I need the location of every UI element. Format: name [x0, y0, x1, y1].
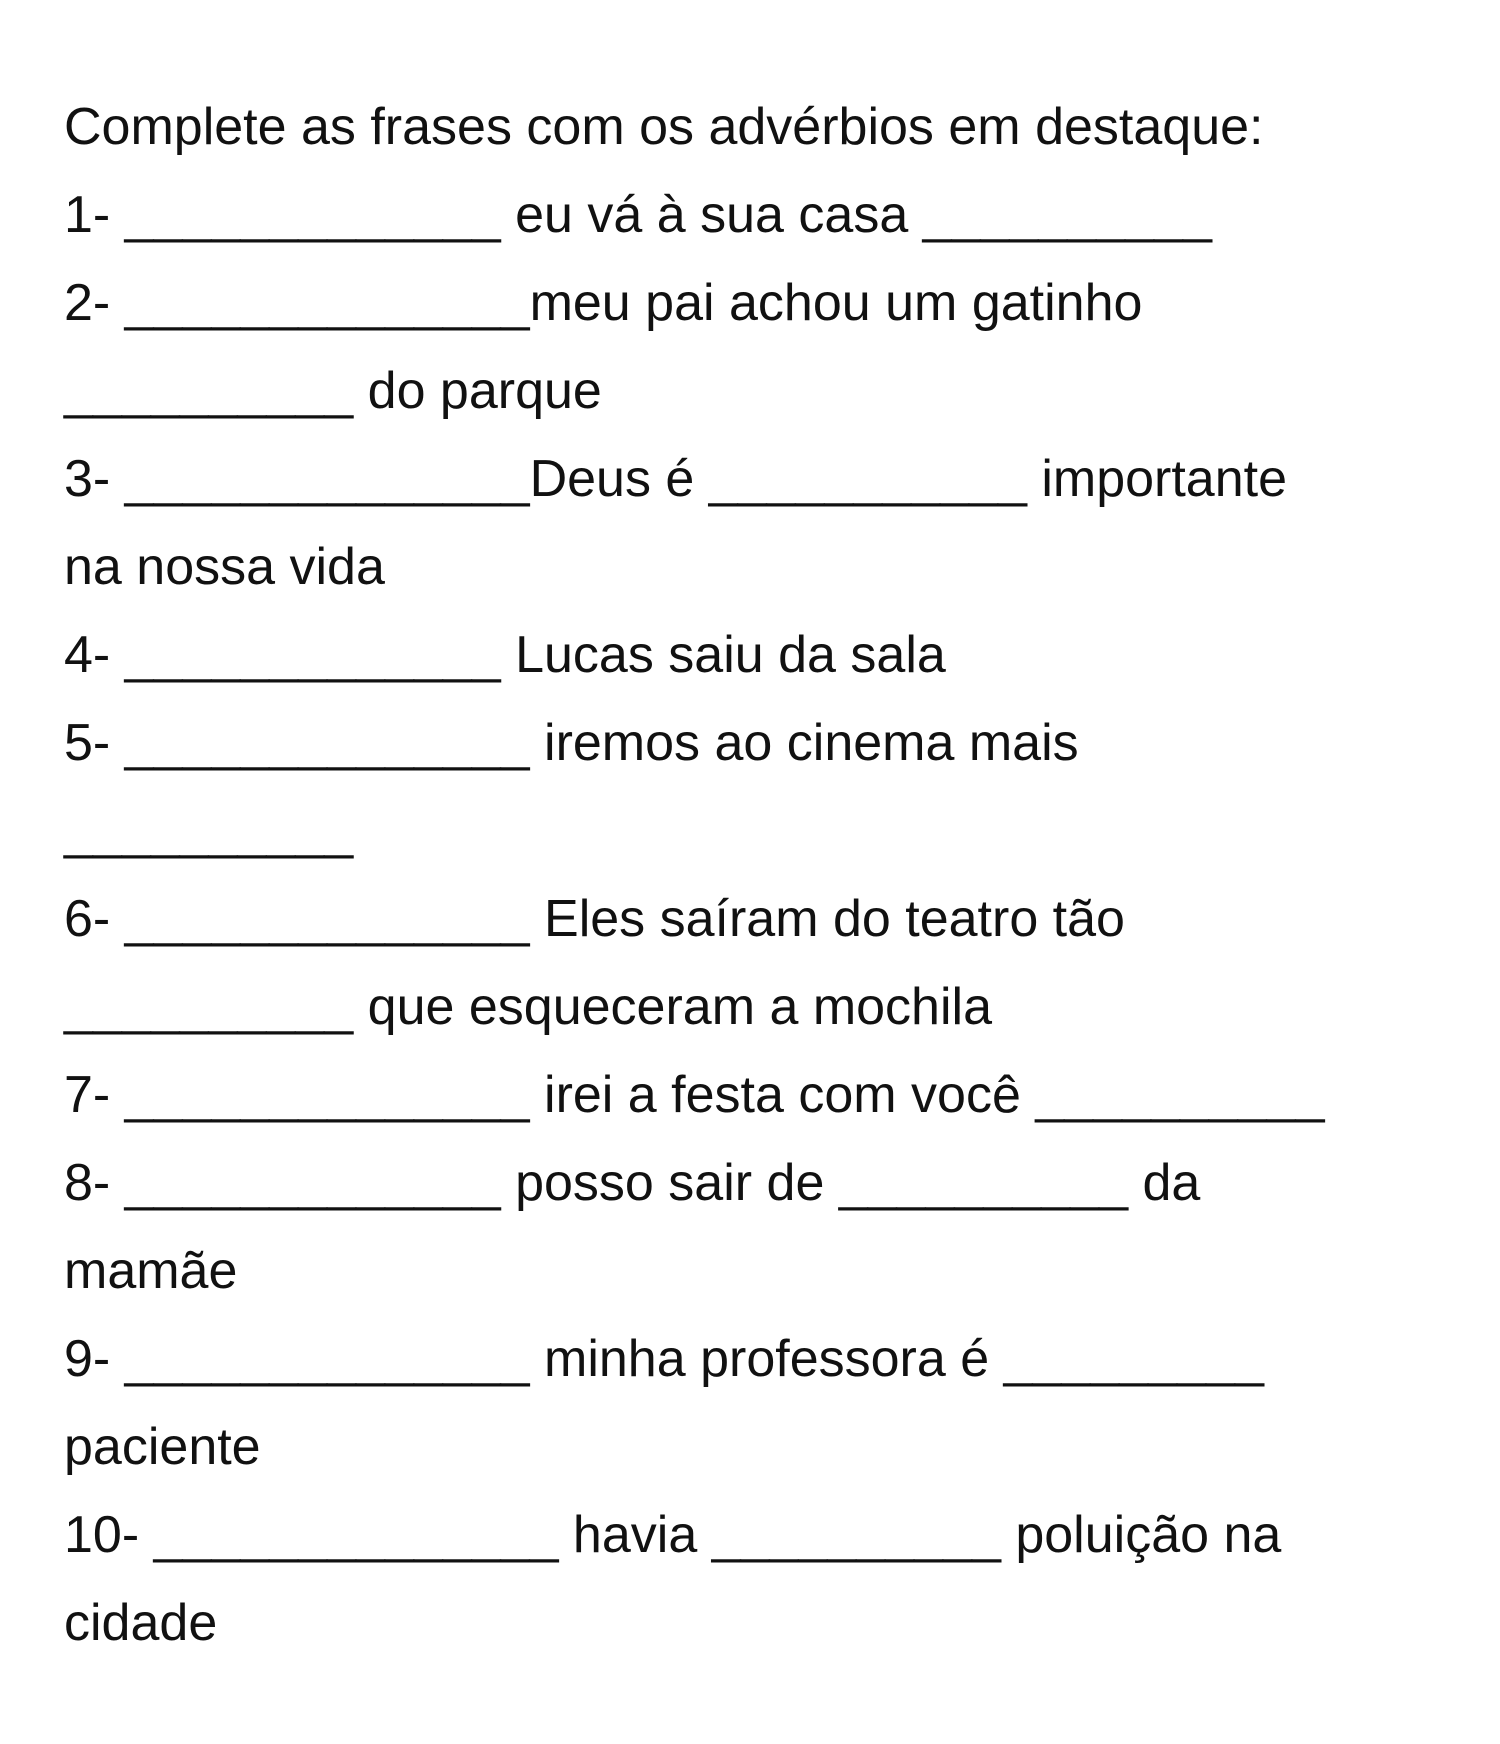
exercise-line: 6- ______________ Eles saíram do teatro tão [64, 890, 1125, 948]
exercise-line: na nossa vida [64, 538, 385, 596]
exercise-line: 7- ______________ irei a festa com você __________ [64, 1066, 1325, 1124]
exercise-line: 5- ______________ iremos ao cinema mais [64, 714, 1079, 772]
exercise-line: 1- _____________ eu vá à sua casa __________ [64, 186, 1212, 244]
exercise-line: __________ [64, 802, 354, 860]
exercise-line: 9- ______________ minha professora é _________ [64, 1330, 1264, 1388]
exercise-line: 10- ______________ havia __________ poluição na [64, 1506, 1282, 1564]
worksheet [64, 83, 1464, 1667]
instruction: Complete as frases com os advérbios em destaque: [64, 98, 1264, 156]
exercise-line: 8- _____________ posso sair de __________ da [64, 1154, 1201, 1212]
exercise-line: 2- ______________meu pai achou um gatinho [64, 274, 1143, 332]
exercise-line: paciente [64, 1418, 261, 1476]
exercise-line: __________ do parque [64, 362, 602, 420]
exercise-line: 3- ______________Deus é ___________ importante [64, 450, 1288, 508]
exercise-line: __________ que esqueceram a mochila [64, 978, 993, 1036]
exercise-line: mamãe [64, 1242, 238, 1300]
exercise-line: 4- _____________ Lucas saiu da sala [64, 626, 946, 684]
exercise-line: cidade [64, 1594, 218, 1652]
